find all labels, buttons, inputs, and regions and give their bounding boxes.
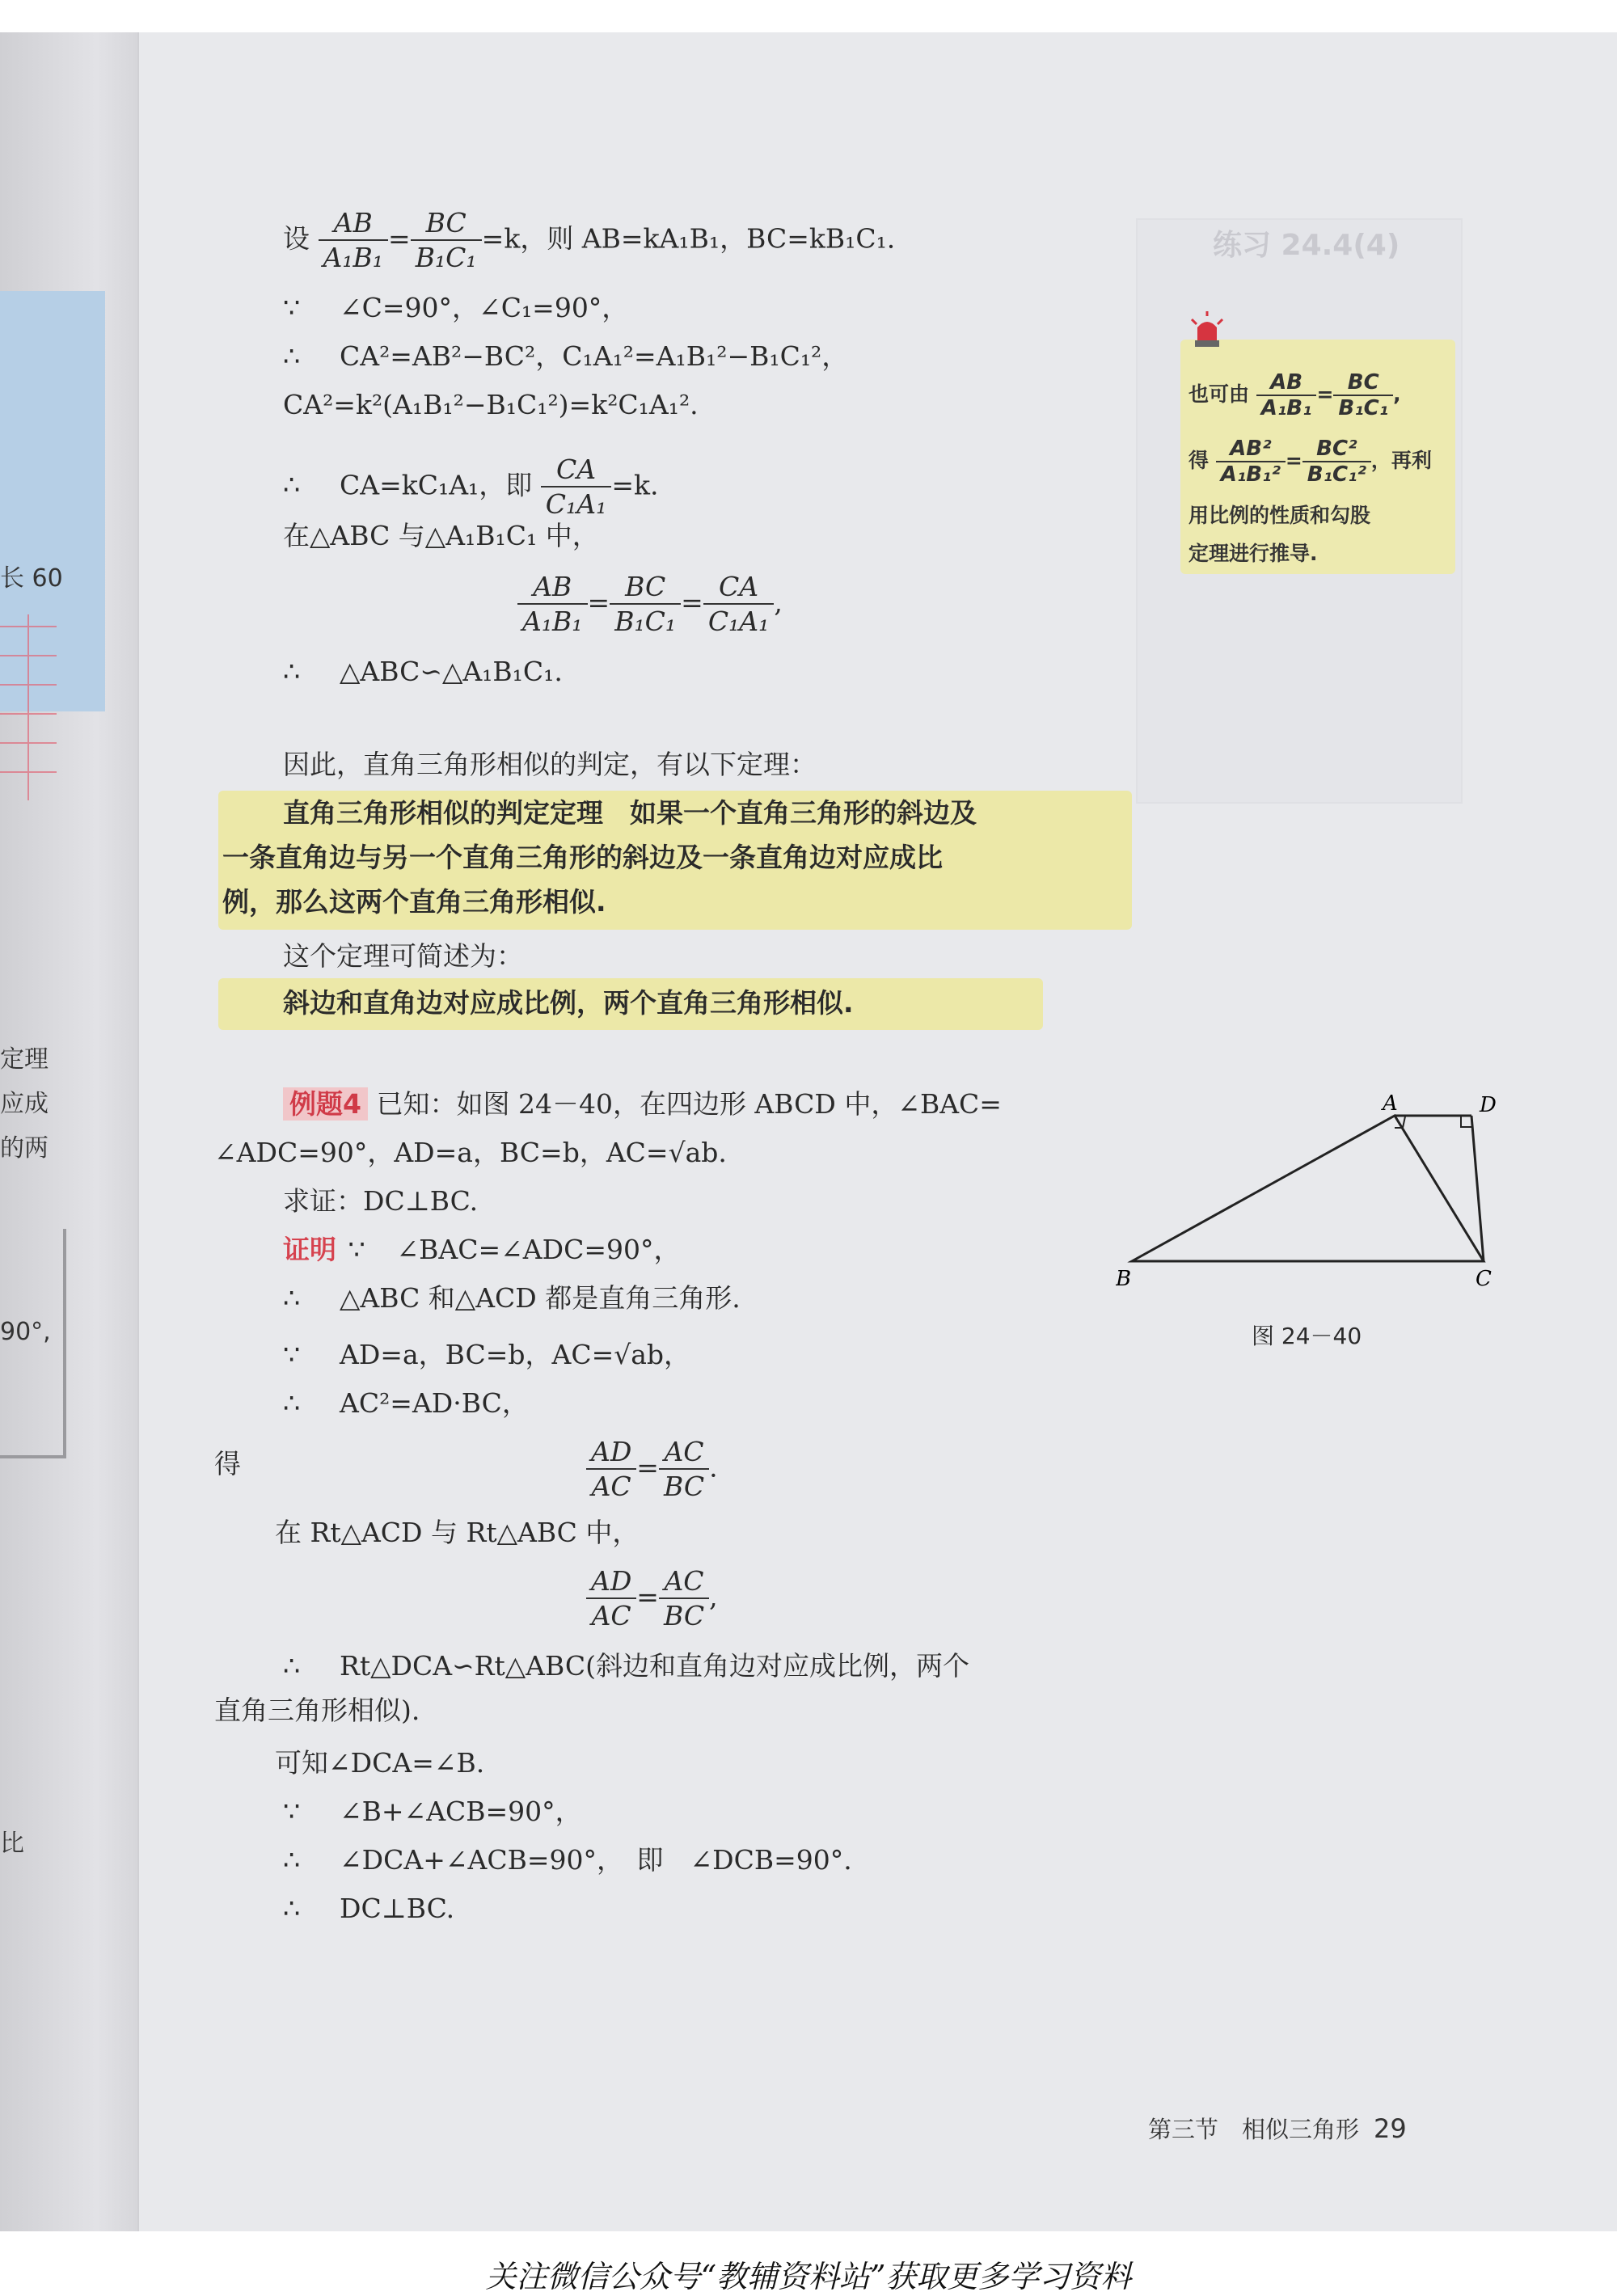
theorem-line-2: 一条直角边与另一个直角三角形的斜边及一条直角边对应成比	[222, 842, 943, 873]
gutter-text: 定理	[0, 1045, 49, 1074]
promo-line: 关注微信公众号“教辅资料站”获取更多学习资料	[485, 2259, 1132, 2294]
section-title: 第三节 相似三角形	[1148, 2116, 1360, 2143]
page-footer	[1148, 2112, 1407, 2145]
proof-step-13: ∴ DC⊥BC.	[283, 1893, 455, 1924]
proof-step-7-ratio: $\frac{AD}{AC}$ = $\frac{AC}{BC}$ ,	[586, 1564, 718, 1633]
gutter-text: 比	[0, 1830, 24, 1858]
label-a: A	[1383, 1091, 1398, 1116]
proof-step-5: 得	[214, 1448, 241, 1479]
proof-step-9: 直角三角形相似).	[214, 1695, 420, 1726]
side-note-text: 用比例的性质和勾股	[1188, 504, 1371, 527]
proof-line-6: 在△ABC 与△A₁B₁C₁ 中，	[283, 520, 599, 551]
proof-step-1: 证明 ∵ ∠BAC=∠ADC=90°，	[283, 1234, 681, 1265]
figure-24-40	[1116, 1087, 1504, 1306]
page-number: 29	[1374, 2113, 1407, 2144]
adjacent-page-grid	[0, 614, 57, 800]
gutter-text: 的两	[0, 1134, 49, 1163]
theorem-intro: 因此，直角三角形相似的判定，有以下定理：	[283, 749, 817, 780]
segment-dc	[1471, 1116, 1484, 1261]
figure-caption: 图 24－40	[1252, 1323, 1362, 1349]
theorem-short-intro: 这个定理可简述为：	[283, 940, 523, 972]
gutter-text: 长 60	[0, 564, 63, 593]
proof-step-10: 可知∠DCA=∠B.	[275, 1747, 485, 1779]
example-prove: 求证：DC⊥BC.	[283, 1185, 479, 1217]
side-note-text: 也可由 $\frac{AB}{\text{A₁B₁}}$ = $\frac{BC}{\text{B₁C₁}}$ ,	[1188, 370, 1401, 420]
label-d: D	[1480, 1093, 1497, 1117]
example-tag: 例题4	[283, 1087, 368, 1121]
alarm-icon	[1188, 311, 1226, 348]
proof-line-3: ∴ CA²=AB²−BC²，C₁A₁²=A₁B₁²−B₁C₁²，	[283, 340, 849, 372]
proof-line-7-ratio: $\frac{AB}{\text{A₁B₁}}$ = $\frac{BC}{\text{B₁C₁}}$ = $\frac{CA}{\text{C₁A₁}}$ ,	[517, 570, 783, 639]
theorem-line-1: 直角三角形相似的判定定理 如果一个直角三角形的斜边及	[283, 797, 977, 829]
theorem-line-3: 例，那么这两个直角三角形相似.	[222, 886, 606, 918]
proof-line-1: 设 $\frac{AB}{\text{A₁B₁}}$ = $\frac{BC}{\text{B₁C₁}}$ =k，则 AB=kA₁B₁，BC=kB₁C₁.	[283, 207, 896, 274]
side-note-box	[1180, 340, 1455, 574]
label-c: C	[1476, 1267, 1492, 1291]
proof-step-12: ∴ ∠DCA+∠ACB=90°， 即 ∠DCB=90°.	[283, 1844, 852, 1876]
proof-line-5: ∴ CA=kC₁A₁，即 $\frac{CA}{\text{C₁A₁}}$ =k.	[283, 454, 659, 521]
proof-step-8: ∴ Rt△DCA∽Rt△ABC(斜边和直角边对应成比例，两个	[283, 1650, 969, 1682]
proof-line-2: ∵ ∠C=90°，∠C₁=90°，	[283, 292, 629, 323]
side-note-text: 得 $\frac{\text{AB²}}{\text{A₁B₁²}}$ = $\frac{\text{BC²}}{\text{B₁C₁²}}$ ，再利	[1188, 437, 1432, 487]
proof-step-3: ∵ AD=a，BC=b，AC=√ab，	[283, 1339, 691, 1370]
example-given-1: 例题4 已知：如图 24－40，在四边形 ABCD 中，∠BAC=	[283, 1087, 1002, 1121]
proof-step-4: ∴ AC²=AD·BC，	[283, 1387, 529, 1419]
proof-step-11: ∵ ∠B+∠ACB=90°，	[283, 1796, 582, 1827]
proof-step-2: ∴ △ABC 和△ACD 都是直角三角形.	[283, 1282, 741, 1314]
proof-step-5-ratio: $\frac{AD}{AC}$ = $\frac{AC}{BC}$ .	[586, 1435, 718, 1504]
proof-step-6: 在 Rt△ACD 与 Rt△ABC 中，	[275, 1517, 640, 1548]
side-note-text: 定理进行推导.	[1188, 542, 1318, 565]
gutter-text: 90°,	[0, 1318, 51, 1346]
example-given-2: ∠ADC=90°，AD=a，BC=b，AC=√ab.	[214, 1137, 727, 1168]
gutter-text: 应成	[0, 1090, 49, 1118]
theorem-short: 斜边和直角边对应成比例，两个直角三角形相似.	[283, 987, 854, 1019]
proof-line-8: ∴ △ABC∽△A₁B₁C₁.	[283, 656, 563, 687]
proof-tag: 证明	[283, 1234, 336, 1265]
triangle-abc	[1132, 1116, 1484, 1261]
label-b: B	[1116, 1267, 1132, 1291]
proof-line-4: CA²=k²(A₁B₁²−B₁C₁²)=k²C₁A₁².	[283, 389, 699, 420]
bleed-through-tab: 练习 24.4(4)	[1213, 229, 1400, 262]
